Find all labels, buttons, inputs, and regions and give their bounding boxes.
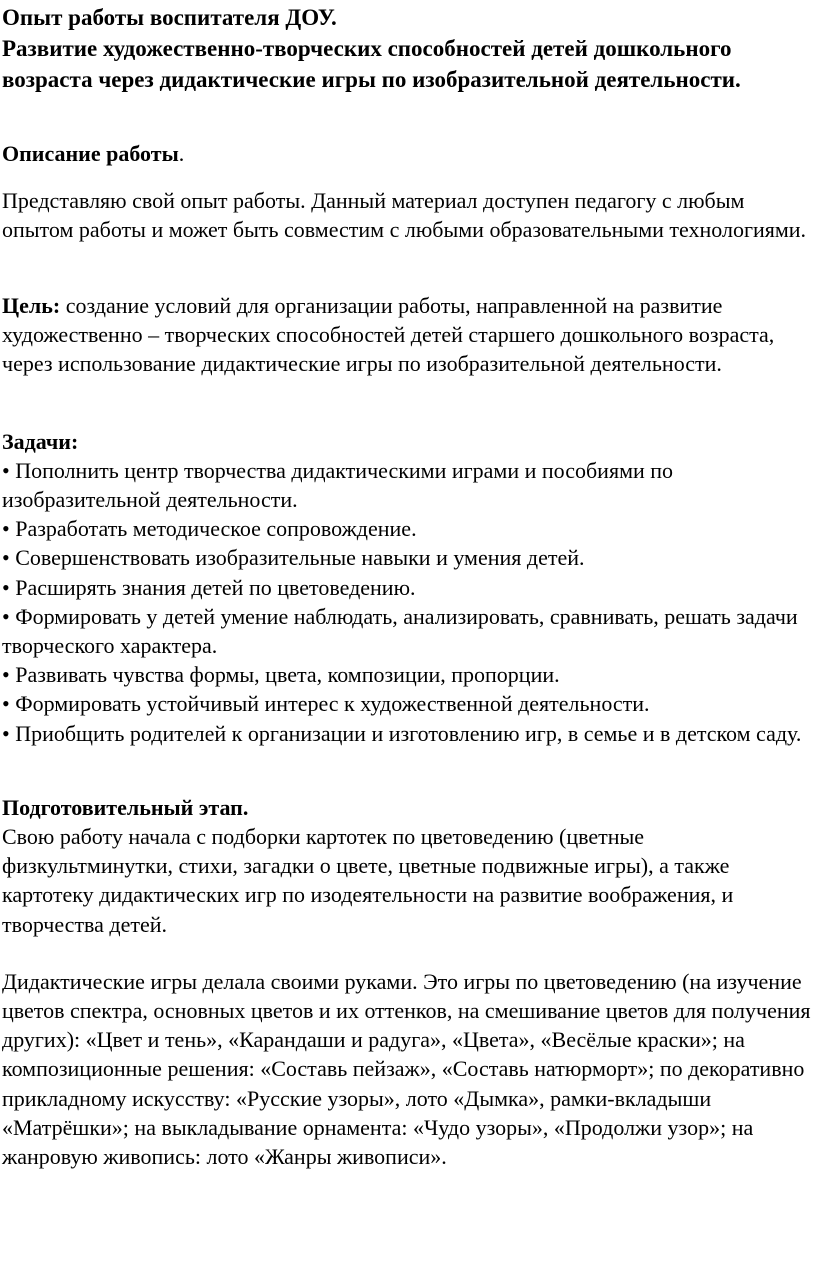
task-item: • Совершенствовать изобразительные навыки и умения детей. — [2, 545, 585, 571]
goal-label: Цель: — [2, 293, 61, 318]
description-text: Представляю свой опыт работы. Данный материал доступен педагогу с любым опытом работы и может быть совместим с любыми образовательными технологиями. — [2, 187, 807, 242]
task-item: • Развивать чувства формы, цвета, композиции, пропорции. — [2, 662, 560, 688]
tasks-section — [2, 427, 812, 748]
goal-paragraph — [2, 291, 812, 379]
description-heading: Описание работы — [2, 141, 179, 167]
task-item: • Формировать у детей умение наблюдать, анализировать, сравнивать, решать задачи творческого характера. — [2, 603, 798, 659]
title-line-1: Опыт работы воспитателя ДОУ. — [2, 5, 337, 30]
task-item: • Разработать методическое сопровождение. — [2, 516, 417, 542]
preparation-section — [2, 793, 812, 1171]
games-text: Дидактические игры делала своими руками. Это игры по цветоведению (на изучение цветов спектра, основных цветов и их оттенков, на смешивание цветов для получения других): «Цвет и тень», «Карандаши и радуга», «Цвета», «Весёлые краски»; на композиционные решения: «Составь пейзаж», «Составь натюрморт»; по декоративно прикладному искусству: «Русские узоры», лото «Дымка», рамки-вкладыши «Матрёшки»; на выкладывание орнамента: «Чудо узоры», «Продолжи узор»; на жанровую живопись: лото «Жанры живописи». — [2, 968, 811, 1170]
title-line-2: Развитие художественно-творческих способностей детей дошкольного возраста через дидактические игры по изобразительной деятельности. — [2, 35, 741, 92]
preparation-text: Свою работу начала с подборки картотек по цветоведению (цветные физкультминутки, стихи, загадки о цвете, цветные подвижные игры), а также картотеку дидактических игр по изодеятельности на развитие воображения, и творчества детей. — [2, 824, 734, 937]
description-heading-suffix: . — [178, 141, 185, 167]
description-heading-line — [2, 139, 812, 168]
goal-text: создание условий для организации работы, направленной на развитие художественно – творческих способностей детей старшего дошкольного возраста, через использование дидактические игры по изобразительной деятельности. — [2, 293, 775, 377]
task-item: • Расширять знания детей по цветоведению. — [2, 574, 416, 600]
tasks-heading: Задачи: — [2, 428, 79, 454]
tasks-list — [2, 456, 812, 748]
task-item: • Формировать устойчивый интерес к художественной деятельности. — [2, 691, 650, 717]
preparation-heading: Подготовительный этап. — [2, 794, 249, 820]
task-item: • Приобщить родителей к организации и изготовлению игр, в семье и в детском саду. — [2, 720, 802, 746]
document-title — [2, 3, 812, 95]
task-item: • Пополнить центр творчества дидактическими играми и пособиями по изобразительной деятельности. — [2, 457, 674, 513]
